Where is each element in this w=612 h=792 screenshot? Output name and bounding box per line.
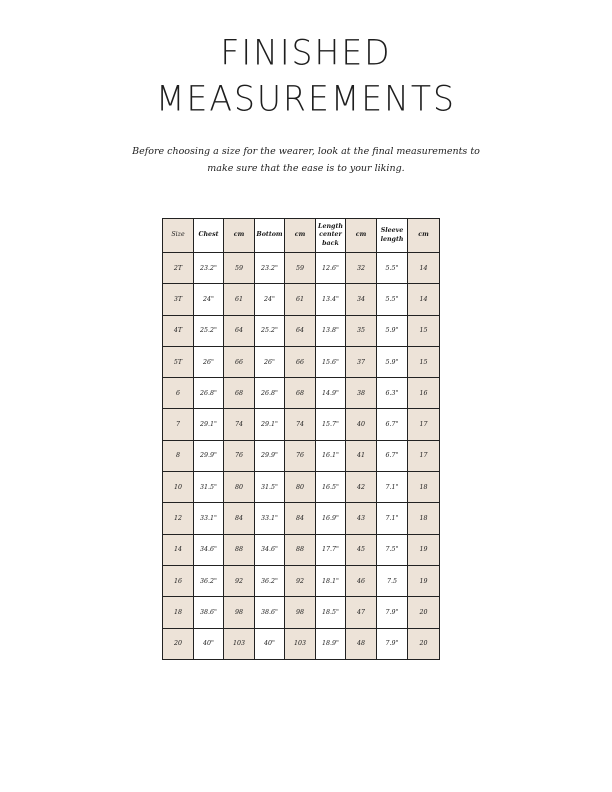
cell-chest: 33.1" [194,503,224,534]
header-row [163,219,440,253]
cell-length: 17.7" [316,534,346,565]
cell-bottom-cm: 92 [285,565,316,596]
cell-chest-cm: 103 [224,628,255,659]
cell-sleeve: 5.9" [377,315,408,346]
cell-bottom: 26" [255,346,285,377]
cell-chest: 38.6" [194,597,224,628]
cell-length: 15.7" [316,409,346,440]
cell-bottom: 29.9" [255,440,285,471]
cell-chest: 31.5" [194,472,224,503]
cell-bottom: 25.2" [255,315,285,346]
cell-bottom-cm: 61 [285,284,316,315]
cell-bottom-cm: 64 [285,315,316,346]
cell-length-cm: 34 [346,284,377,315]
cell-size: 8 [163,440,194,471]
table-row [163,378,440,409]
cell-length: 16.5" [316,472,346,503]
cell-bottom: 31.5" [255,472,285,503]
cell-bottom: 38.6" [255,597,285,628]
cell-chest-cm: 74 [224,409,255,440]
cell-sleeve: 7.9" [377,597,408,628]
cell-chest-cm: 88 [224,534,255,565]
cell-length-cm: 48 [346,628,377,659]
cell-bottom-cm: 84 [285,503,316,534]
header-chest-cm: cm [224,219,255,253]
header-chest: Chest [194,219,224,253]
table-body [163,253,440,660]
cell-length: 14.9" [316,378,346,409]
table-row [163,597,440,628]
cell-size: 2T [163,253,194,284]
cell-chest-cm: 66 [224,346,255,377]
cell-size: 6 [163,378,194,409]
cell-size: 7 [163,409,194,440]
measurements-table [162,218,440,660]
cell-size: 5T [163,346,194,377]
cell-sleeve: 5.5" [377,253,408,284]
cell-sleeve: 7.1" [377,472,408,503]
cell-sleeve: 6.3" [377,378,408,409]
table-row [163,346,440,377]
cell-bottom: 29.1" [255,409,285,440]
cell-bottom: 34.6" [255,534,285,565]
cell-size: 14 [163,534,194,565]
cell-sleeve: 6.7" [377,409,408,440]
cell-chest-cm: 61 [224,284,255,315]
cell-bottom-cm: 68 [285,378,316,409]
table-row [163,628,440,659]
cell-length-cm: 38 [346,378,377,409]
cell-sleeve: 7.1" [377,503,408,534]
cell-length: 18.1" [316,565,346,596]
cell-sleeve-cm: 16 [408,378,440,409]
header-length-cm: cm [346,219,377,253]
cell-sleeve: 7.5 [377,565,408,596]
cell-chest: 34.6" [194,534,224,565]
cell-sleeve: 5.9" [377,346,408,377]
cell-chest-cm: 76 [224,440,255,471]
cell-bottom-cm: 98 [285,597,316,628]
cell-bottom-cm: 59 [285,253,316,284]
table-row [163,472,440,503]
cell-bottom-cm: 103 [285,628,316,659]
header-length-center-back: Length center back [316,219,346,253]
cell-bottom: 23.2" [255,253,285,284]
cell-sleeve-cm: 19 [408,565,440,596]
cell-length-cm: 42 [346,472,377,503]
cell-chest: 40" [194,628,224,659]
page-title-line-2: MEASUREMENTS [156,78,456,119]
cell-bottom-cm: 88 [285,534,316,565]
cell-length-cm: 32 [346,253,377,284]
cell-chest: 26" [194,346,224,377]
cell-sleeve-cm: 18 [408,503,440,534]
cell-sleeve-cm: 20 [408,628,440,659]
cell-chest-cm: 98 [224,597,255,628]
cell-bottom: 24" [255,284,285,315]
cell-sleeve: 7.5" [377,534,408,565]
cell-length: 18.5" [316,597,346,628]
cell-chest: 36.2" [194,565,224,596]
cell-chest: 23.2" [194,253,224,284]
page-title-line-1: FINISHED [220,32,392,73]
table-header [163,219,440,253]
cell-sleeve-cm: 15 [408,346,440,377]
cell-chest: 25.2" [194,315,224,346]
table-row [163,534,440,565]
cell-length: 18.9" [316,628,346,659]
cell-sleeve: 6.7" [377,440,408,471]
cell-sleeve-cm: 14 [408,284,440,315]
cell-length: 15.6" [316,346,346,377]
cell-chest: 29.9" [194,440,224,471]
cell-bottom: 36.2" [255,565,285,596]
intro-paragraph: Before choosing a size for the wearer, look at the final measurements to make sure that the ease is to your liking. [132,145,480,174]
cell-sleeve-cm: 17 [408,409,440,440]
cell-length: 13.4" [316,284,346,315]
cell-bottom: 33.1" [255,503,285,534]
cell-chest: 24" [194,284,224,315]
cell-length-cm: 43 [346,503,377,534]
cell-size: 10 [163,472,194,503]
cell-chest-cm: 68 [224,378,255,409]
cell-length-cm: 37 [346,346,377,377]
cell-length-cm: 47 [346,597,377,628]
cell-size: 3T [163,284,194,315]
header-sleeve-length: Sleeve length [377,219,408,253]
cell-sleeve-cm: 18 [408,472,440,503]
header-sleeve-cm: cm [408,219,440,253]
cell-size: 18 [163,597,194,628]
cell-sleeve-cm: 20 [408,597,440,628]
cell-chest-cm: 92 [224,565,255,596]
cell-size: 12 [163,503,194,534]
table-row [163,284,440,315]
cell-bottom: 40" [255,628,285,659]
cell-chest-cm: 80 [224,472,255,503]
cell-sleeve-cm: 15 [408,315,440,346]
cell-length: 16.1" [316,440,346,471]
header-bottom: Bottom [255,219,285,253]
cell-bottom-cm: 74 [285,409,316,440]
cell-sleeve-cm: 14 [408,253,440,284]
cell-bottom-cm: 80 [285,472,316,503]
cell-chest-cm: 64 [224,315,255,346]
cell-sleeve: 7.9" [377,628,408,659]
cell-bottom-cm: 76 [285,440,316,471]
cell-size: 4T [163,315,194,346]
table-row [163,565,440,596]
table-row [163,253,440,284]
cell-sleeve-cm: 17 [408,440,440,471]
table-row [163,503,440,534]
cell-sleeve-cm: 19 [408,534,440,565]
header-size: Size [163,219,194,253]
cell-length: 12.6" [316,253,346,284]
header-bottom-cm: cm [285,219,316,253]
cell-size: 20 [163,628,194,659]
cell-length: 16.9" [316,503,346,534]
cell-length: 13.8" [316,315,346,346]
cell-size: 16 [163,565,194,596]
cell-sleeve: 5.5" [377,284,408,315]
cell-length-cm: 46 [346,565,377,596]
cell-length-cm: 45 [346,534,377,565]
cell-length-cm: 40 [346,409,377,440]
table-row [163,440,440,471]
cell-chest: 29.1" [194,409,224,440]
cell-length-cm: 41 [346,440,377,471]
cell-bottom-cm: 66 [285,346,316,377]
cell-length-cm: 35 [346,315,377,346]
cell-chest-cm: 59 [224,253,255,284]
table-row [163,409,440,440]
table-row [163,315,440,346]
cell-bottom: 26.8" [255,378,285,409]
cell-chest-cm: 84 [224,503,255,534]
cell-chest: 26.8" [194,378,224,409]
